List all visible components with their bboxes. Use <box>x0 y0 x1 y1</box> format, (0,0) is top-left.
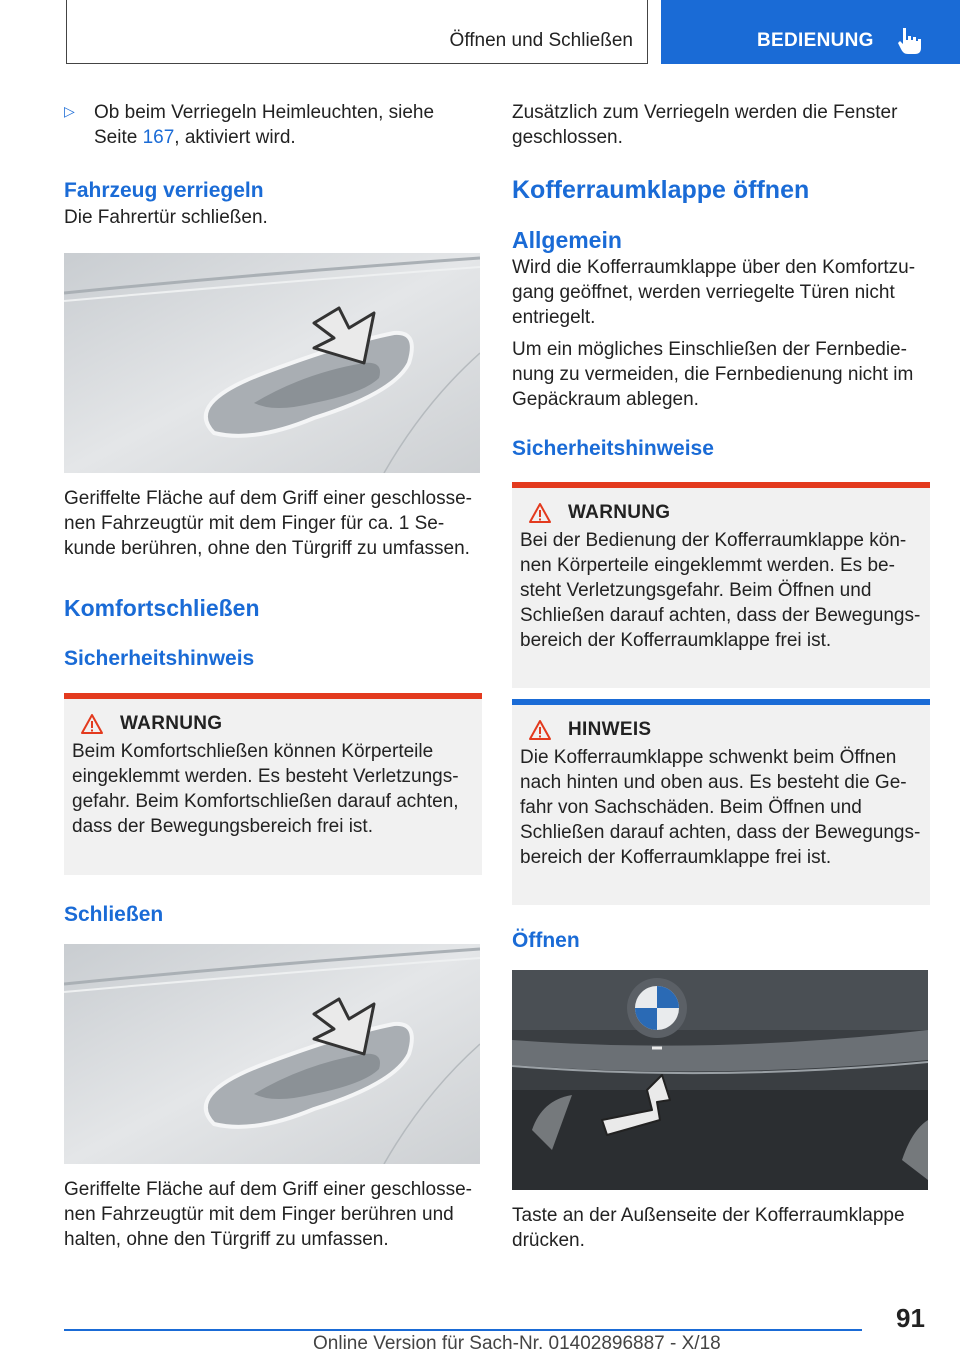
left-column <box>64 100 482 1252</box>
warning-text: Bei der Bedienung der Kofferraumklappe kön-nen Körperteile eingeklemmt werden. Es be-steht Verletzungsgefahr. Beim Öffnen und Schließen darauf achten, dass der Bewegungs-bereich der Kofferraumklappe frei ist. <box>520 530 921 651</box>
hint-title: HINWEIS <box>568 719 652 740</box>
warning-box <box>512 482 930 688</box>
heading-oeffnen: Öffnen <box>512 929 580 952</box>
warning-triangle-icon <box>80 713 104 735</box>
triangle-bullet-icon: ▷ <box>64 103 75 119</box>
bullet-text: Ob beim Verriegeln Heimleuchten, siehe Seite 167, aktiviert wird. <box>94 102 435 148</box>
warning-box <box>64 693 482 875</box>
warning-text: Beim Komfortschließen können Körperteile eingeklemmt werden. Es besteht Verletzungs-gefahr. Beim Komfortschließen darauf achten, dass der Bewegungsbereich frei ist. <box>72 741 459 837</box>
page-number: 91 <box>896 1303 925 1333</box>
pointing-hand-icon <box>897 26 923 56</box>
warning-title: WARNUNG <box>568 502 671 523</box>
right-column <box>512 100 930 1253</box>
chapter-tab[interactable] <box>661 0 960 64</box>
paragraph: Um ein mögliches Einschließen der Fernbedie-nung zu vermeiden, die Fernbedienung nicht im Gepäckraum ablegen. <box>512 339 914 410</box>
door-handle-image <box>64 253 480 473</box>
heading-allgemein: Allgemein <box>512 227 622 253</box>
paragraph: Wird die Kofferraumklappe über den Komfortzu-gang geöffnet, werden verriegelte Türen nicht entriegelt. <box>512 257 916 328</box>
image-caption: Geriffelte Fläche auf dem Griff einer geschlosse-nen Fahrzeugtür mit dem Finger für ca. 1 Se-kunde berühren, ohne den Türgriff zu umfassen. <box>64 488 472 559</box>
chapter-label: BEDIENUNG <box>757 30 874 51</box>
door-handle-image <box>64 944 480 1164</box>
heading-sicherheitshinweis: Sicherheitshinweis <box>64 647 255 670</box>
warning-triangle-icon <box>528 719 552 741</box>
trunk-button-image <box>512 970 928 1190</box>
footer-divider <box>64 1329 862 1331</box>
heading-fahrzeug-verriegeln: Fahrzeug verriegeln <box>64 179 264 202</box>
heading-kofferraumklappe-oeffnen: Kofferraumklappe öffnen <box>512 176 810 204</box>
image-caption: Geriffelte Fläche auf dem Griff einer geschlosse-nen Fahrzeugtür mit dem Finger berühren und halten, ohne den Türgriff zu umfassen. <box>64 1179 472 1250</box>
warning-title: WARNUNG <box>120 713 223 734</box>
online-version-text: Online Version für Sach-Nr. 01402896887 - X/18 <box>313 1333 721 1354</box>
image-caption: Taste an der Außenseite der Kofferraumklappe drücken. <box>512 1205 905 1251</box>
hint-text: Die Kofferraumklappe schwenkt beim Öffnen nach hinten und oben aus. Es besteht die Ge-fahr von Sachschäden. Beim Öffnen und Schließen darauf achten, dass der Bewegungs-bereich der Kofferraumklappe frei ist. <box>520 747 921 868</box>
heading-schliessen: Schließen <box>64 903 164 926</box>
hint-box <box>512 699 930 905</box>
heading-komfortschliessen: Komfortschließen <box>64 595 260 621</box>
paragraph: Zusätzlich zum Verriegeln werden die Fenster geschlossen. <box>512 102 898 148</box>
header-section-box <box>66 0 648 64</box>
heading-sicherheitshinweise: Sicherheitshinweise <box>512 437 714 460</box>
warning-triangle-icon <box>528 502 552 524</box>
section-title: Öffnen und Schließen <box>449 30 633 51</box>
page-link[interactable]: 167 <box>142 127 175 148</box>
list-item <box>64 100 482 150</box>
paragraph: Die Fahrertür schließen. <box>64 207 268 228</box>
